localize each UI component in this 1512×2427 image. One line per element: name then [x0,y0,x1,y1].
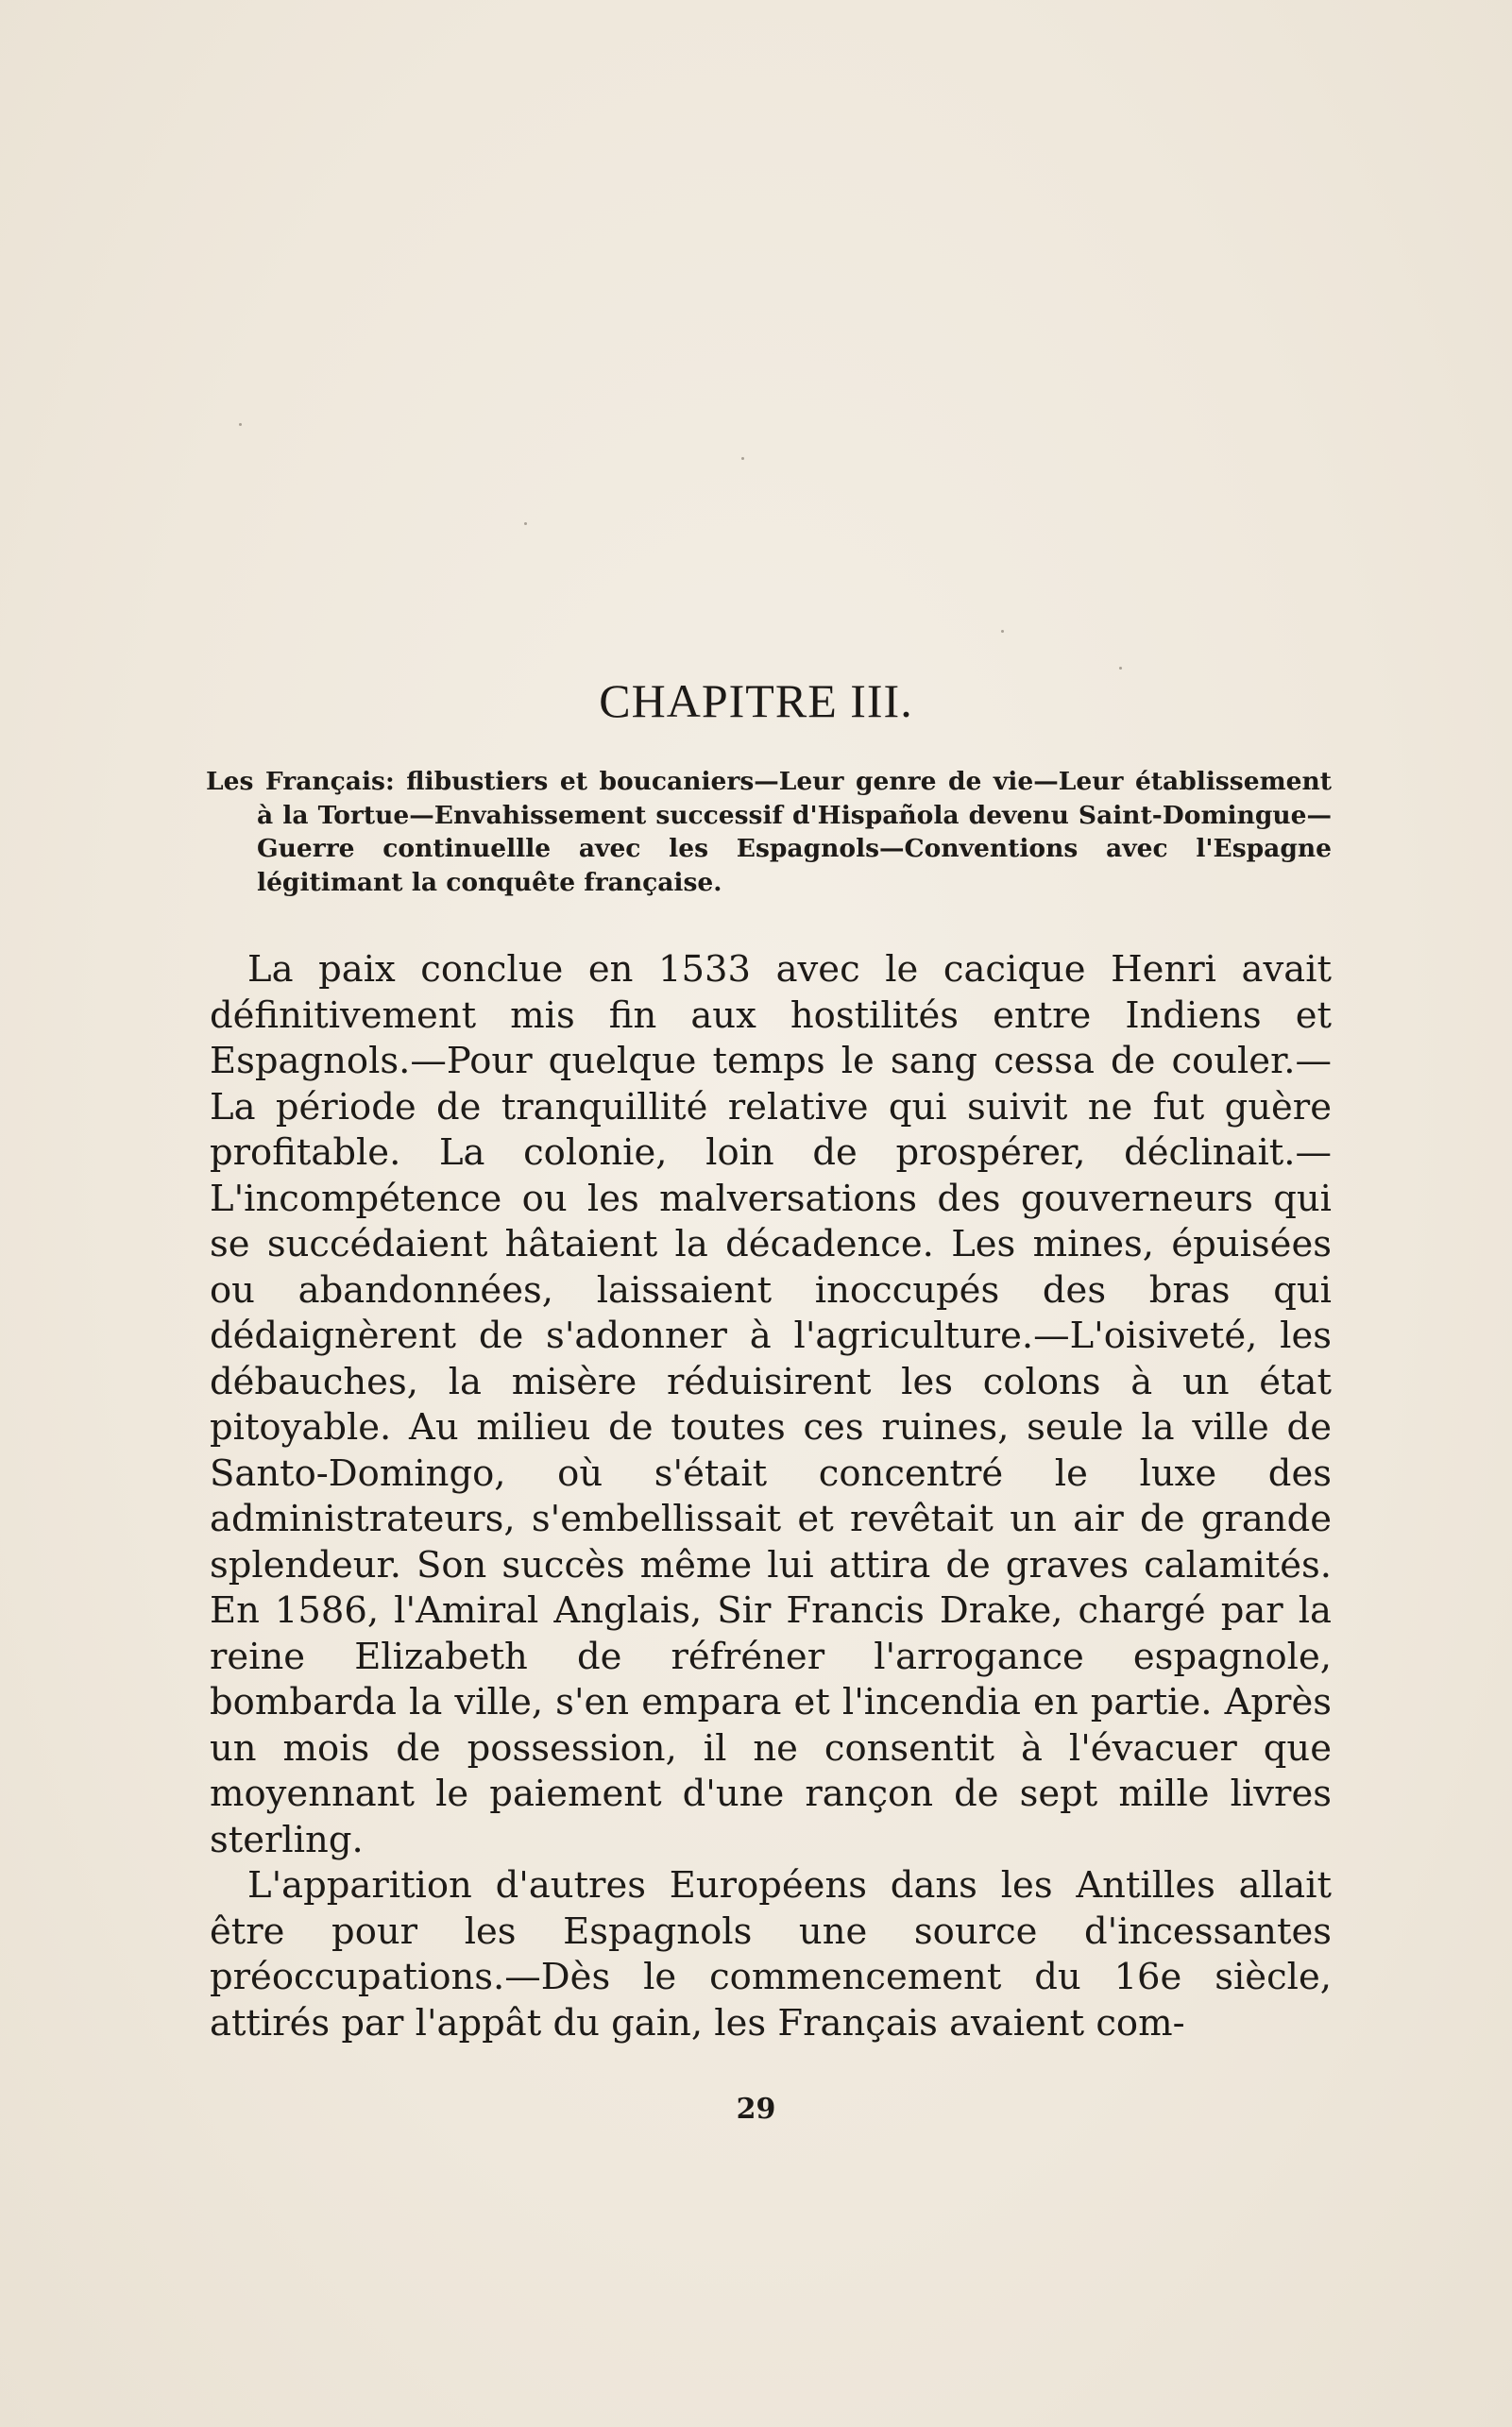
paper-speck [741,457,744,460]
paragraph: L'apparition d'autres Européens dans les Antilles allait être pour les Espagnols une source d'incessantes préoccupations.—Dès le commencement du 16e siècle, attirés par l'appât du gain, les Français avaient com- [210,1864,1332,2045]
paper-speck [524,522,527,525]
paper-speck [239,423,242,426]
chapter-title: CHAPITRE III. [599,674,913,727]
chapter-body [210,947,1332,2046]
chapter-summary: Les Français: flibustiers et boucaniers—Leur genre de vie—Leur établissement à la Tortue—Envahissement successif d'Hispañola devenu Saint-Domingue—Guerre continuellle avec les Espagnols—Conventions avec l'Espagne légitimant la conquête française. [206,767,1332,897]
paragraph: La paix conclue en 1533 avec le cacique Henri avait définitivement mis fin aux hostilités entre Indiens et Espagnols.—Pour quelque temps le sang cessa de couler.—La période de tranquillité relative qui suivit ne fut guère profitable. La colonie, loin de prospérer, déclinait.—L'incompétence ou les malversations des gouverneurs qui se succédaient hâtaient la décadence. Les mines, épuisées ou abandonnées, laissaient inoccupés des bras qui dédaignèrent de s'adonner à l'agriculture.—L'oisiveté, les débauches, la misère réduisirent les colons à un état pitoyable. Au milieu de toutes ces ruines, seule la ville de Santo-Domingo, où s'était concentré le luxe des administrateurs, s'embellissait et revêtait un air de grande splendeur. Son succès même lui attira de graves calamités. En 1586, l'Amiral Anglais, Sir Francis Drake, chargé par la reine Elizabeth de réfréner l'arrogance espagnole, bombarda la ville, s'en empara et l'incendia en partie. Après un mois de possession, il ne consentit à l'évacuer que moyennant le paiement d'une rançon de sept mille livres sterling. [210,948,1332,1861]
page-number: 29 [736,2093,776,2126]
paper-speck [1001,630,1004,633]
paper-speck [1119,667,1122,670]
